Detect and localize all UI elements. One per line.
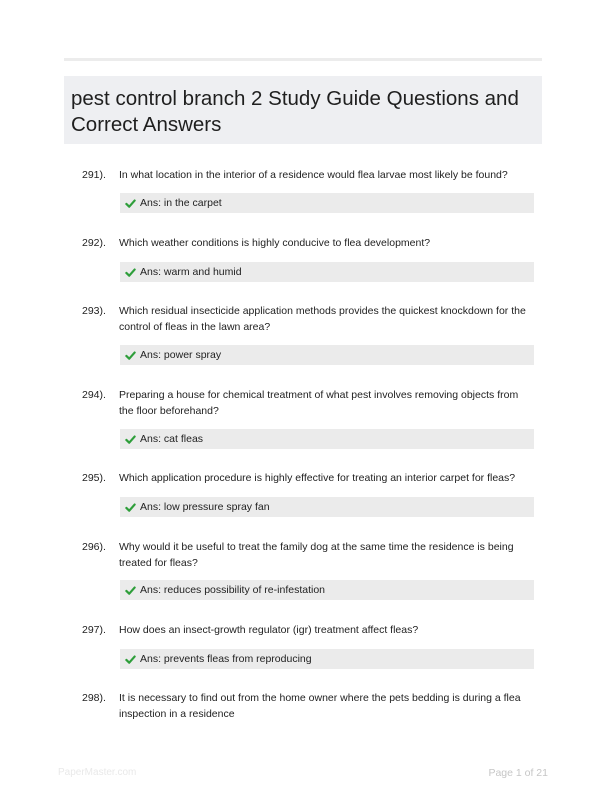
question-text: Preparing a house for chemical treatment of what pest involves removing objects from the floor beforehand? (119, 389, 519, 417)
answer-box (120, 345, 534, 365)
check-icon (125, 350, 136, 361)
check-icon (125, 654, 136, 665)
question-text: Why would it be useful to treat the family dog at the same time the residence is being treated for fleas? (119, 541, 514, 569)
check-icon (125, 267, 136, 278)
answer-text: Ans: low pressure spray fan (140, 501, 270, 513)
check-icon (125, 585, 136, 596)
answer-box (120, 262, 534, 282)
question-text: Which weather conditions is highly conducive to flea development? (119, 237, 431, 249)
footer-watermark: PaperMaster.com (58, 767, 137, 778)
question-number: 298). (82, 692, 106, 704)
question-number: 297). (82, 624, 106, 636)
question-text: In what location in the interior of a residence would flea larvae most likely be found? (119, 169, 508, 181)
question-number: 291). (82, 169, 106, 181)
question-number: 295). (82, 472, 106, 484)
question-number: 296). (82, 541, 106, 553)
answer-text: Ans: cat fleas (140, 433, 204, 445)
answer-box (120, 193, 534, 213)
answer-box (120, 429, 534, 449)
top-rule (64, 58, 542, 61)
answer-text: Ans: in the carpet (140, 197, 222, 209)
page-title: pest control branch 2 Study Guide Questions and Correct Answers (71, 87, 519, 136)
question-text: Which residual insecticide application methods provides the quickest knockdown for the control of fleas in the lawn area? (119, 305, 526, 333)
answer-box (120, 649, 534, 669)
answer-text: Ans: warm and humid (140, 266, 242, 278)
question-text: How does an insect-growth regulator (igr) treatment affect fleas? (119, 624, 419, 636)
answer-box (120, 580, 534, 600)
check-icon (125, 434, 136, 445)
question-text: Which application procedure is highly effective for treating an interior carpet for fleas? (119, 472, 516, 484)
question-text: It is necessary to find out from the home owner where the pets bedding is during a flea inspection in a residence (119, 692, 521, 720)
question-number: 292). (82, 237, 106, 249)
answer-text: Ans: power spray (140, 349, 222, 361)
question-number: 294). (82, 389, 106, 401)
question-number: 293). (82, 305, 106, 317)
answer-box (120, 497, 534, 517)
answer-text: Ans: reduces possibility of re-infestation (140, 584, 326, 596)
check-icon (125, 502, 136, 513)
title-box (64, 76, 542, 144)
page-number: Page 1 of 21 (488, 767, 548, 779)
answer-text: Ans: prevents fleas from reproducing (140, 653, 312, 665)
check-icon (125, 198, 136, 209)
